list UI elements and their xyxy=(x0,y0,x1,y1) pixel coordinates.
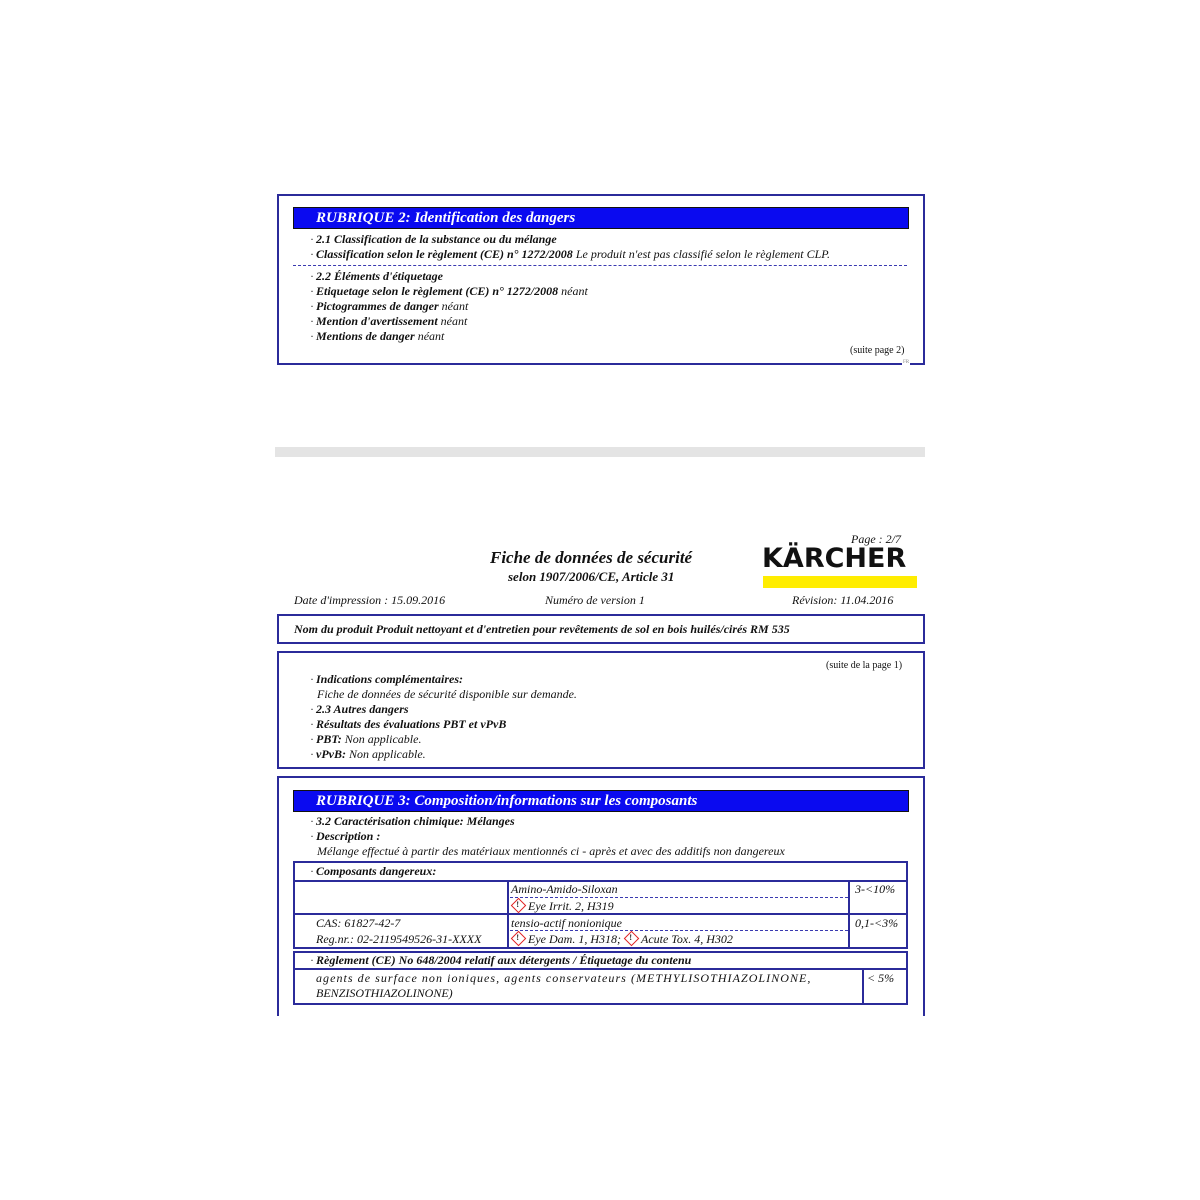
cont-line-5: · vPvB: Non applicable. xyxy=(310,747,426,761)
s3-line-1: · Description : xyxy=(310,829,381,843)
continued-note: (suite page 2) xyxy=(850,345,905,356)
hazard-corrosion-icon xyxy=(511,931,527,947)
s2-line-2: · 2.2 Éléments d'étiquetage xyxy=(310,269,443,283)
detergent-text-line1: agents de surface non ioniques, agents conservateurs (METHYLISOTHIAZOLINONE, xyxy=(316,971,812,985)
cont-line-0: · Indications complémentaires: xyxy=(310,672,463,686)
cont-line-4: · PBT: Non applicable. xyxy=(310,732,422,746)
detergent-concentration: < 5% xyxy=(867,971,895,985)
component-2-name: tensio-actif nonionique xyxy=(511,916,622,930)
component-2-hazards: !Eye Dam. 1, H318; ! Acute Tox. 4, H302 xyxy=(511,932,733,947)
section2-title: RUBRIQUE 2: Identification des dangers xyxy=(293,207,909,229)
component-2-cas: CAS: 61827-42-7 xyxy=(316,916,401,930)
detergent-text-line2: BENZISOTHIAZOLINONE) xyxy=(316,986,453,1000)
logo-yellow-bar xyxy=(763,576,917,588)
s2-line-0: · 2.1 Classification de la substance ou du mélange xyxy=(310,232,557,246)
karcher-logo: KÄRCHER xyxy=(762,543,907,574)
cont-line-2: · 2.3 Autres dangers xyxy=(310,702,409,716)
document-title: Fiche de données de sécurité xyxy=(490,548,693,567)
component-1-hazard: !Eye Irrit. 2, H319 xyxy=(511,899,614,914)
component-2-regnr: Reg.nr.: 02-2119549526-31-XXXX xyxy=(316,932,482,946)
version-number: Numéro de version 1 xyxy=(545,593,645,607)
section3-title: RUBRIQUE 3: Composition/informations sur les composants xyxy=(293,790,909,812)
page-number: Page : 2/7 xyxy=(851,532,901,546)
cont-line-3: · Résultats des évaluations PBT et vPvB xyxy=(310,717,507,731)
product-name: Nom du produit Produit nettoyant et d'entretien pour revêtements de sol en bois huilés/cirés RM 535 xyxy=(294,622,790,636)
s3-line-2: Mélange effectué à partir des matériaux mentionnés ci - après et avec des additifs non dangereux xyxy=(317,844,785,858)
s3-line-0: · 3.2 Caractérisation chimique: Mélanges xyxy=(310,814,515,828)
dashed-divider xyxy=(293,265,907,266)
revision-date: Révision: 11.04.2016 xyxy=(792,593,894,607)
lang-tag: FR xyxy=(903,360,910,365)
component-2-concentration: 0,1-<3% xyxy=(855,916,899,930)
s2-line-6: · Mentions de danger néant xyxy=(310,329,445,343)
s2-line-5: · Mention d'avertissement néant xyxy=(310,314,468,328)
s2-line-3: · Etiquetage selon le règlement (CE) n° 1272/2008 néant xyxy=(310,284,588,298)
continued-from-note: (suite de la page 1) xyxy=(826,660,903,671)
s2-line-1: · Classification selon le règlement (CE) n° 1272/2008 Le produit n'est pas classifié selon le règlement CLP. xyxy=(310,247,831,261)
hazard-exclamation-icon xyxy=(624,931,640,947)
component-1-name: Amino-Amido-Siloxan xyxy=(511,882,618,896)
page-separator xyxy=(275,447,925,457)
document-subtitle: selon 1907/2006/CE, Article 31 xyxy=(508,569,675,584)
cont-line-1: Fiche de données de sécurité disponible sur demande. xyxy=(317,687,577,701)
detergent-header: · Règlement (CE) No 648/2004 relatif aux détergents / Étiquetage du contenu xyxy=(310,953,692,967)
hazard-exclamation-icon xyxy=(511,898,527,914)
s2-line-4: · Pictogrammes de danger néant xyxy=(310,299,469,313)
print-date: Date d'impression : 15.09.2016 xyxy=(294,593,446,607)
components-header: · Composants dangereux: xyxy=(310,864,437,878)
component-1-concentration: 3-<10% xyxy=(855,882,896,896)
